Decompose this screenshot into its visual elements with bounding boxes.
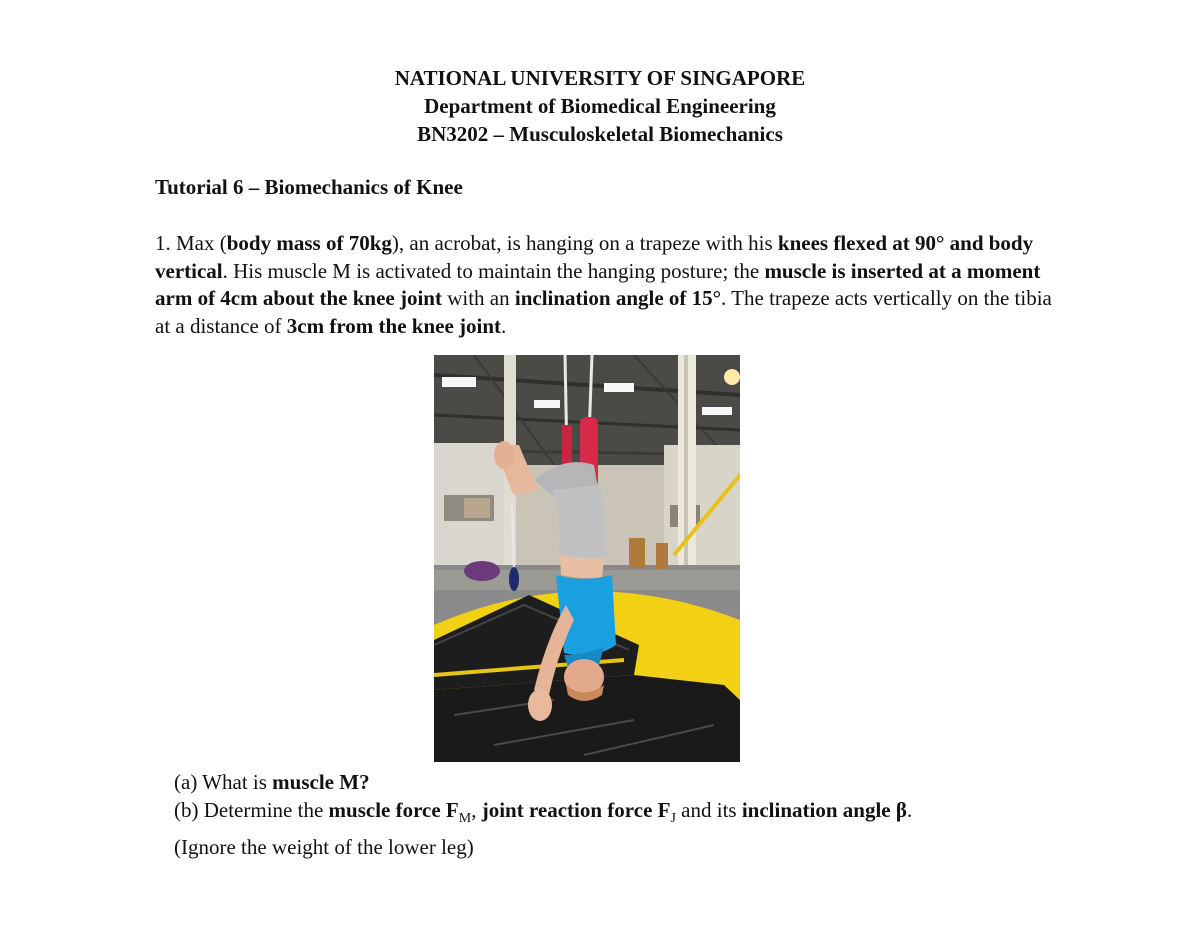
tutorial-title: Tutorial 6 – Biomechanics of Knee	[155, 175, 463, 199]
part-b-bold: inclination angle β	[741, 798, 907, 822]
course-title: BN3202 – Musculoskeletal Biomechanics	[417, 122, 783, 146]
part-a	[174, 768, 912, 796]
q1-bold: body mass of 70kg	[226, 231, 392, 255]
part-b-subscript: J	[670, 811, 676, 827]
q1-bold: knees flexed at 90°	[777, 231, 945, 255]
university-name: NATIONAL UNIVERSITY OF SINGAPORE	[394, 66, 806, 90]
question-1	[155, 230, 1055, 340]
q1-bold: 3cm from the knee joint	[286, 313, 502, 338]
part-b-text: and its	[675, 798, 742, 822]
part-b-text: .	[906, 798, 913, 822]
part-a-text: (a) What is	[174, 770, 273, 794]
part-b-bold: muscle force F	[328, 798, 459, 822]
q1-text: . The trapeze acts vertically on the tibia at a distance of	[155, 286, 1052, 338]
q1-text: ), an acrobat, is hanging on a trapeze with his	[391, 231, 778, 255]
q1-text: with an	[441, 286, 515, 310]
acrobat-photo	[434, 355, 740, 762]
q1-bold: and body vertical	[155, 231, 1034, 283]
q1-text: .	[501, 313, 507, 338]
part-b-subscript: M	[458, 811, 472, 827]
part-b-text: ,	[471, 798, 482, 822]
part-b-bold: joint reaction force F	[481, 798, 671, 822]
document-header	[0, 64, 1200, 148]
department-name: Department of Biomedical Engineering	[424, 94, 776, 118]
q1-bold: muscle is inserted at a moment arm of 4cm about the knee joint	[155, 258, 1041, 310]
part-b-text: (b) Determine the	[174, 798, 329, 822]
question-parts	[174, 768, 912, 861]
part-note: (Ignore the weight of the lower leg)	[174, 835, 474, 860]
acrobat-photo-illustration	[434, 355, 740, 762]
q1-bold: inclination angle of 15°	[514, 286, 722, 310]
part-b	[174, 796, 912, 833]
q1-text: 1. Max (	[155, 231, 227, 255]
q1-text: . His muscle M is activated to maintain the hanging posture; the	[222, 258, 765, 283]
part-a-bold: muscle M?	[272, 770, 370, 794]
